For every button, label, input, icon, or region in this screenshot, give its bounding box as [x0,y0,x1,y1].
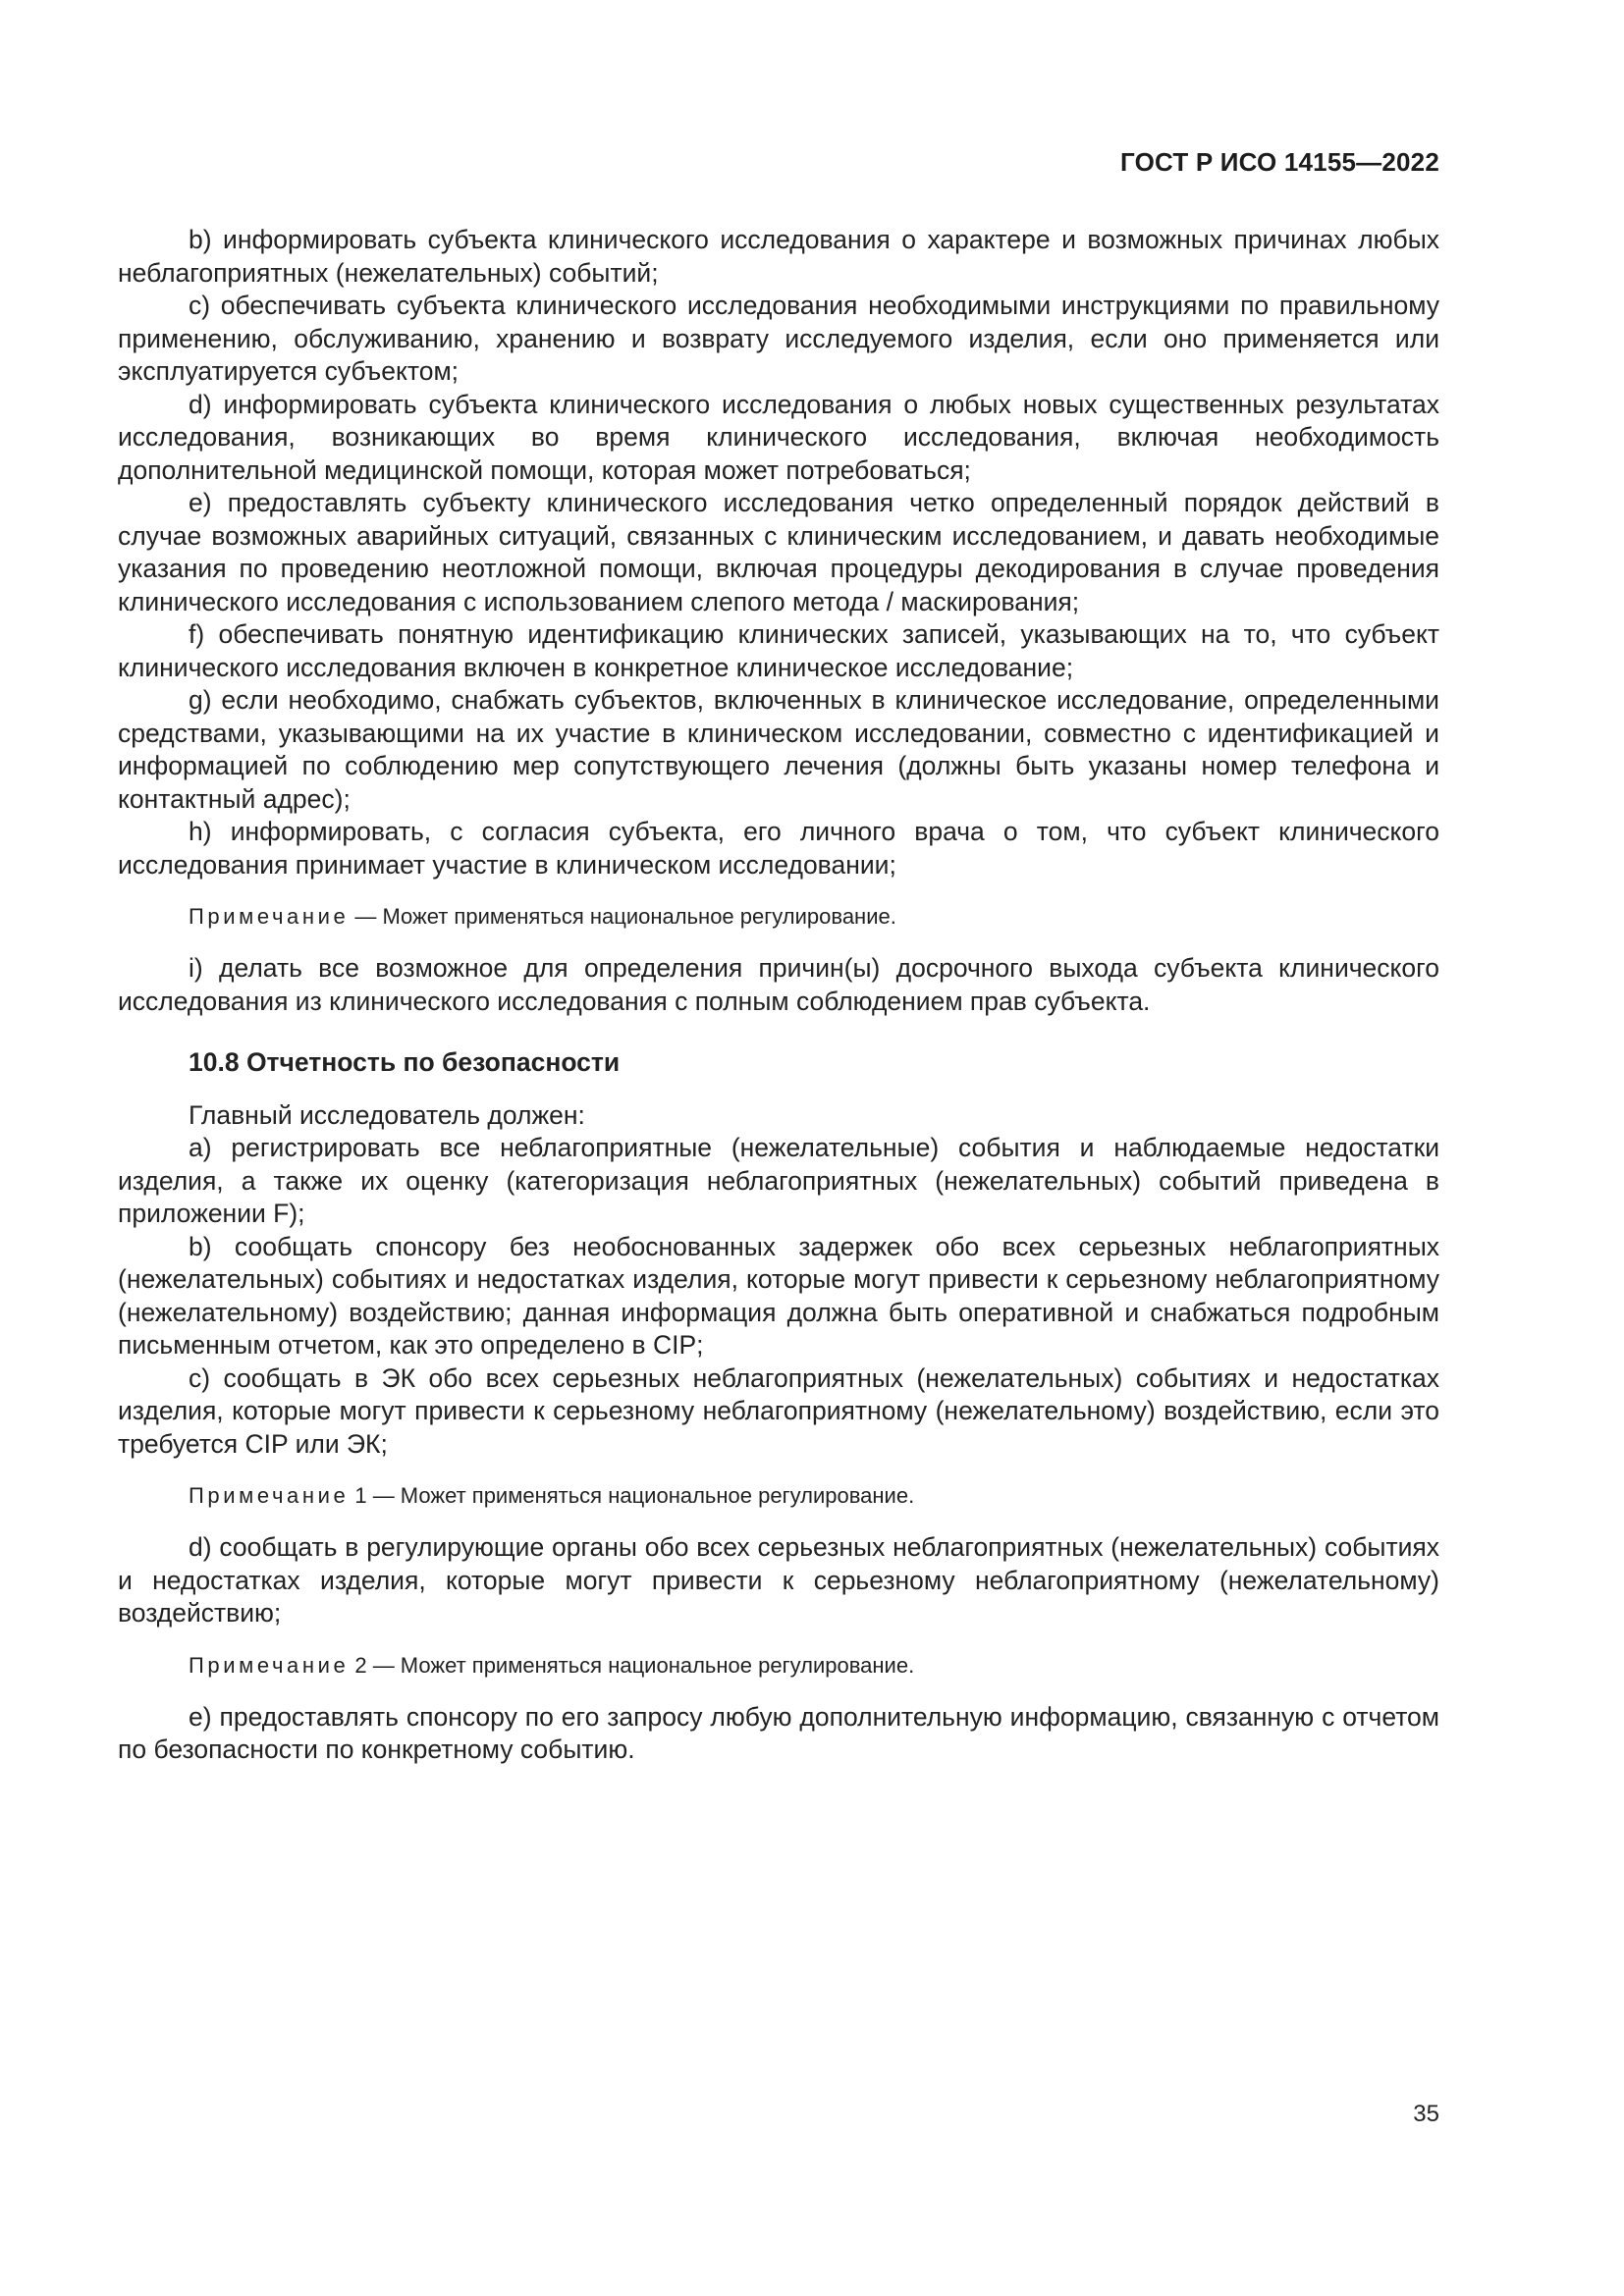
list-item-b: b) информировать субъекта клинического исследования о характере и возможных причинах любых неблагоприятных (нежелательных) событий; [118,225,1439,288]
note-text: — Может применяться национальное регулирование. [354,904,896,929]
list-item-g: g) если необходимо, снабжать субъектов, включенных в клиническое исследование, определенными средствами, указывающими на их участие в клиническом исследовании, совместно с идентификацией и информацией по соблюдению мер сопутствующего лечения (должны быть указаны номер телефона и контактный адрес); [118,685,1439,814]
note-label: Примечание [189,904,350,929]
page-number: 35 [1413,2101,1439,2127]
note-label: Примечание [189,1483,350,1508]
section-item-a: a) регистрировать все неблагоприятные (нежелательные) события и наблюдаемые недостатки изделия, а также их оценку (категоризация неблагоприятных (нежелательных) событий приведена в приложении F); [118,1133,1439,1228]
list-item-e: e) предоставлять субъекту клинического исследования четко определенный порядок действий в случае возможных аварийных ситуаций, связанных с клиническим исследованием, и давать необходимые указания по проведению неотложной помощи, включая процедуры декодирования в случае проведения клинического исследования с использованием слепого метода / маскирования; [118,488,1439,616]
section-item-b: b) сообщать спонсору без необоснованных задержек обо всех серьезных неблагоприятных (нежелательных) событиях и недостатках изделия, которые могут привести к серьезному неблагоприятному (нежелательному) воздействию; данная информация должна быть оперативной и снабжаться подробным письменным отчетом, как это определено в CIP; [118,1231,1439,1360]
section-item-e: e) предоставлять спонсору по его запросу любую дополнительную информацию, связанную с отчетом по безопасности по конкретному событию. [118,1701,1439,1764]
list-item-d: d) информировать субъекта клинического исследования о любых новых существенных результатах исследования, возникающих во время клинического исследования, включая необходимость дополнительной медицинской помощи, которая может потребоваться; [118,389,1439,485]
section-item-c: c) сообщать в ЭК обо всех серьезных неблагоприятных (нежелательных) событиях и недостатках изделия, которые могут привести к серьезному неблагоприятному (нежелательному) воздействию, если это требуется CIP или ЭК; [118,1362,1439,1459]
list-item-c: c) обеспечивать субъекта клинического исследования необходимыми инструкциями по правильному применению, обслуживанию, хранению и возврату исследуемого изделия, если оно применяется или эксплуатируется субъектом; [118,291,1439,386]
list-item-h: h) информировать, с согласия субъекта, его личного врача о том, что субъект клинического исследования принимает участие в клиническом исследовании; [118,817,1439,880]
section-intro: Главный исследователь должен: [189,1099,585,1130]
note-1 [118,902,1439,932]
note-text: 2 — Может применяться национальное регулирование. [354,1652,915,1678]
list-item-i: i) делать все возможное для определения причин(ы) досрочного выхода субъекта клинического исследования из клинического исследования с полным соблюдением прав субъекта. [118,953,1439,1016]
document-header: ГОСТ Р ИСО 14155—2022 [1119,147,1439,177]
note-label: Примечание [189,1652,350,1678]
section-heading: 10.8 Отчетность по безопасности [189,1047,621,1077]
note-text: 1 — Может применяться национальное регулирование. [354,1483,915,1508]
list-item-f: f) обеспечивать понятную идентификацию клинических записей, указывающих на то, что субъект клинического исследования включен в конкретное клиническое исследование; [118,619,1439,682]
section-note-2 [118,1651,1439,1681]
section-item-d: d) сообщать в регулирующие органы обо всех серьезных неблагоприятных (нежелательных) событиях и недостатках изделия, которые могут привести к серьезному неблагоприятному (нежелательному) воздействию; [118,1532,1439,1628]
page-content [118,224,1439,1767]
section-note-1 [118,1481,1439,1511]
